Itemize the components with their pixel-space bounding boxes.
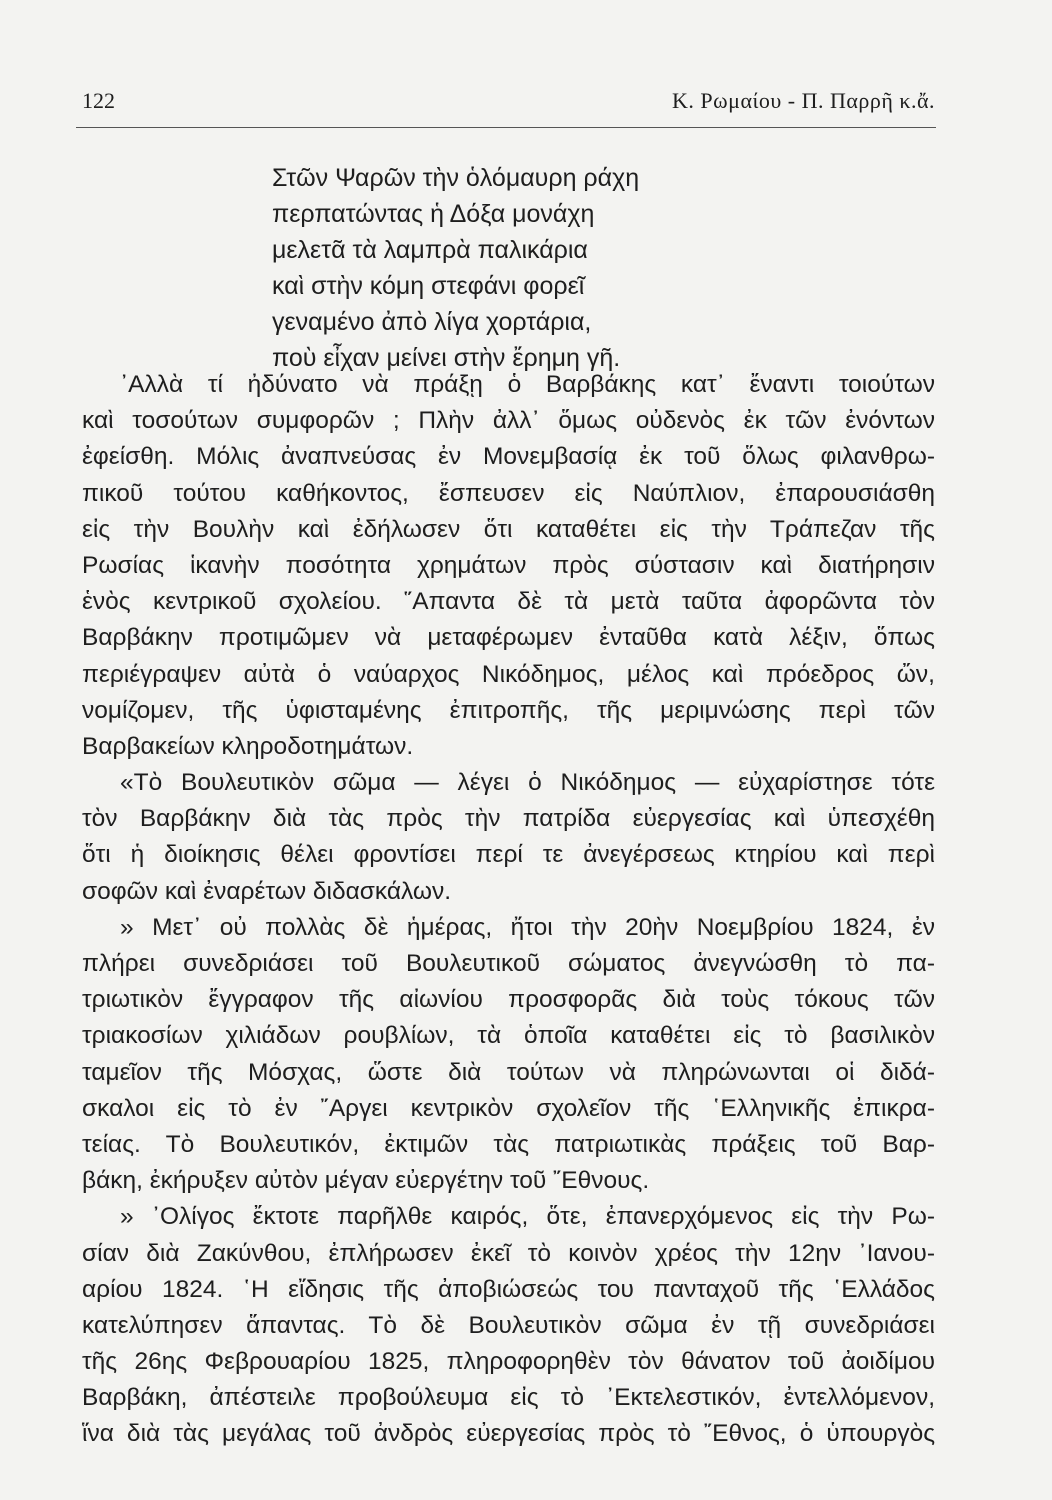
paragraph — [82, 765, 935, 910]
text-line: τείας. Τὸ Βουλευτικόν, ἐκτιμῶν τὰς πατριωτικὰς πράξεις τοῦ Βαρ- — [82, 1130, 935, 1158]
text-line: ᾿Αλλὰ τί ἠδύνατο νὰ πράξῃ ὁ Βαρβάκης κατ᾿ ἔναντι τοιούτων — [120, 371, 935, 398]
text-line: ταμεῖον τῆς Μόσχας, ὥστε διὰ τούτων νὰ πληρώνωνται οἱ διδά- — [82, 1058, 935, 1086]
poem-quotation — [272, 160, 639, 376]
text-line: τὸν Βαρβάκην διὰ τὰς πρὸς τὴν πατρίδα εὐεργεσίας καὶ ὑπεσχέθη — [82, 805, 935, 833]
poem-line: Στῶν Ψαρῶν τὴν ὁλόμαυρη ράχη — [272, 164, 640, 192]
poem-line: καὶ στὴν κόμη στεφάνι φορεῖ — [272, 272, 585, 300]
header-rule — [76, 127, 936, 128]
text-line: εἰς τὴν Βουλὴν καὶ ἐδήλωσεν ὅτι καταθέτει εἰς τὴν Τράπεζαν τῆς — [82, 515, 935, 543]
text-line: ἑνὸς κεντρικοῦ σχολείου. ῞Απαντα δὲ τὰ μετὰ ταῦτα ἀφορῶντα τὸν — [82, 588, 935, 616]
text-line: σίαν διὰ Ζακύνθου, ἐπλήρωσεν ἐκεῖ τὸ κοινὸν χρέος τὴν 12ην ᾿Ιανου- — [82, 1239, 935, 1267]
poem-line: ποὺ εἶχαν μείνει στὴν ἔρημη γῆ. — [272, 344, 621, 372]
page-header — [82, 88, 935, 118]
text-line: τῆς 26ης Φεβρουαρίου 1825, πληροφορηθὲν τὸν θάνατον τοῦ ἀοιδίμου — [82, 1348, 935, 1376]
text-line: » Μετ᾿ οὐ πολλὰς δὲ ἡμέρας, ἤτοι τὴν 20ὴν Νοεμβρίου 1824, ἐν — [120, 913, 935, 941]
text-line: κατελύπησεν ἅπαντας. Τὸ δὲ Βουλευτικὸν σῶμα ἐν τῇ συνεδριάσει — [82, 1311, 935, 1339]
text-line: αρίου 1824. ῾Η εἴδησις τῆς ἀποβιώσεώς του πανταχοῦ τῆς ῾Ελλάδος — [82, 1275, 935, 1303]
text-line: τριακοσίων χιλιάδων ρουβλίων, τὰ ὁποῖα καταθέτει εἰς τὸ βασιλικὸν — [82, 1022, 935, 1050]
text-line: βάκη, ἐκήρυξεν αὐτὸν μέγαν εὐεργέτην τοῦ ῎Εθνους. — [82, 1167, 650, 1195]
text-line: σκαλοι εἰς τὸ ἐν ῎Αργει κεντρικὸν σχολεῖον τῆς ῾Ελληνικῆς ἐπικρα- — [82, 1094, 935, 1122]
poem-line: μελετᾶ τὰ λαμπρὰ παλικάρια — [272, 236, 588, 264]
text-line: ὅτι ἡ διοίκησις θέλει φροντίσει περί τε ἀνεγέρσεως κτηρίου καὶ περὶ — [82, 841, 935, 869]
text-line: ἵνα διὰ τὰς μεγάλας τοῦ ἀνδρὸς εὐεργεσίας πρὸς τὸ ῎Εθνος, ὁ ὑπουργὸς — [82, 1420, 935, 1448]
text-line: ἐφείσθη. Μόλις ἀναπνεύσας ἐν Μονεμβασίᾳ ἐκ τοῦ ὅλως φιλανθρω- — [82, 443, 935, 471]
text-line: σοφῶν καὶ ἐναρέτων διδασκάλων. — [82, 877, 452, 905]
text-line: Βαρβάκην προτιμῶμεν νὰ μεταφέρωμεν ἐνταῦθα κατὰ λέξιν, ὅπως — [82, 624, 935, 652]
text-line: νομίζομεν, τῆς ὑφισταμένης ἐπιτροπῆς, τῆς μεριμνώσης περὶ τῶν — [82, 696, 935, 724]
paragraph — [82, 1199, 935, 1452]
text-line: καὶ τοσούτων συμφορῶν ; Πλὴν ἀλλ᾿ ὅμως οὐδενὸς ἐκ τῶν ἐνόντων — [82, 407, 935, 435]
body-text — [82, 367, 935, 1453]
running-title: Κ. Ρωμαίου - Π. Παρρῆ κ.ἄ. — [672, 88, 935, 113]
text-line: » ᾿Ολίγος ἔκτοτε παρῆλθε καιρός, ὅτε, ἐπανερχόμενος εἰς τὴν Ρω- — [120, 1203, 935, 1231]
text-line: περιέγραψεν αὐτὰ ὁ ναύαρχος Νικόδημος, μέλος καὶ πρόεδρος ὤν, — [82, 660, 935, 688]
text-line: Ρωσίας ἱκανὴν ποσότητα χρημάτων πρὸς σύστασιν καὶ διατήρησιν — [82, 551, 935, 579]
text-line: πικοῦ τούτου καθήκοντος, ἔσπευσεν εἰς Ναύπλιον, ἐπαρουσιάσθη — [82, 479, 935, 507]
text-line: «Τὸ Βουλευτικὸν σῶμα — λέγει ὁ Νικόδημος — εὐχαρίστησε τότε — [120, 769, 935, 797]
poem-line: γεναμένο ἀπὸ λίγα χορτάρια, — [272, 308, 592, 336]
text-line: πλήρει συνεδριάσει τοῦ Βουλευτικοῦ σώματος ἀνεγνώσθη τὸ πα- — [82, 950, 935, 977]
text-line: Βαρβάκη, ἀπέστειλε προβούλευμα εἰς τὸ ᾿Εκτελεστικόν, ἐντελλόμενον, — [82, 1384, 935, 1412]
text-line: Βαρβακείων κληροδοτημάτων. — [82, 732, 414, 760]
paragraph — [82, 910, 935, 1200]
text-line: τριωτικὸν ἔγγραφον τῆς αἰωνίου προσφορᾶς διὰ τοὺς τόκους τῶν — [82, 986, 935, 1014]
poem-line: περπατώντας ἡ Δόξα μονάχη — [272, 200, 595, 228]
page-number: 122 — [82, 88, 115, 113]
paragraph — [82, 367, 935, 765]
